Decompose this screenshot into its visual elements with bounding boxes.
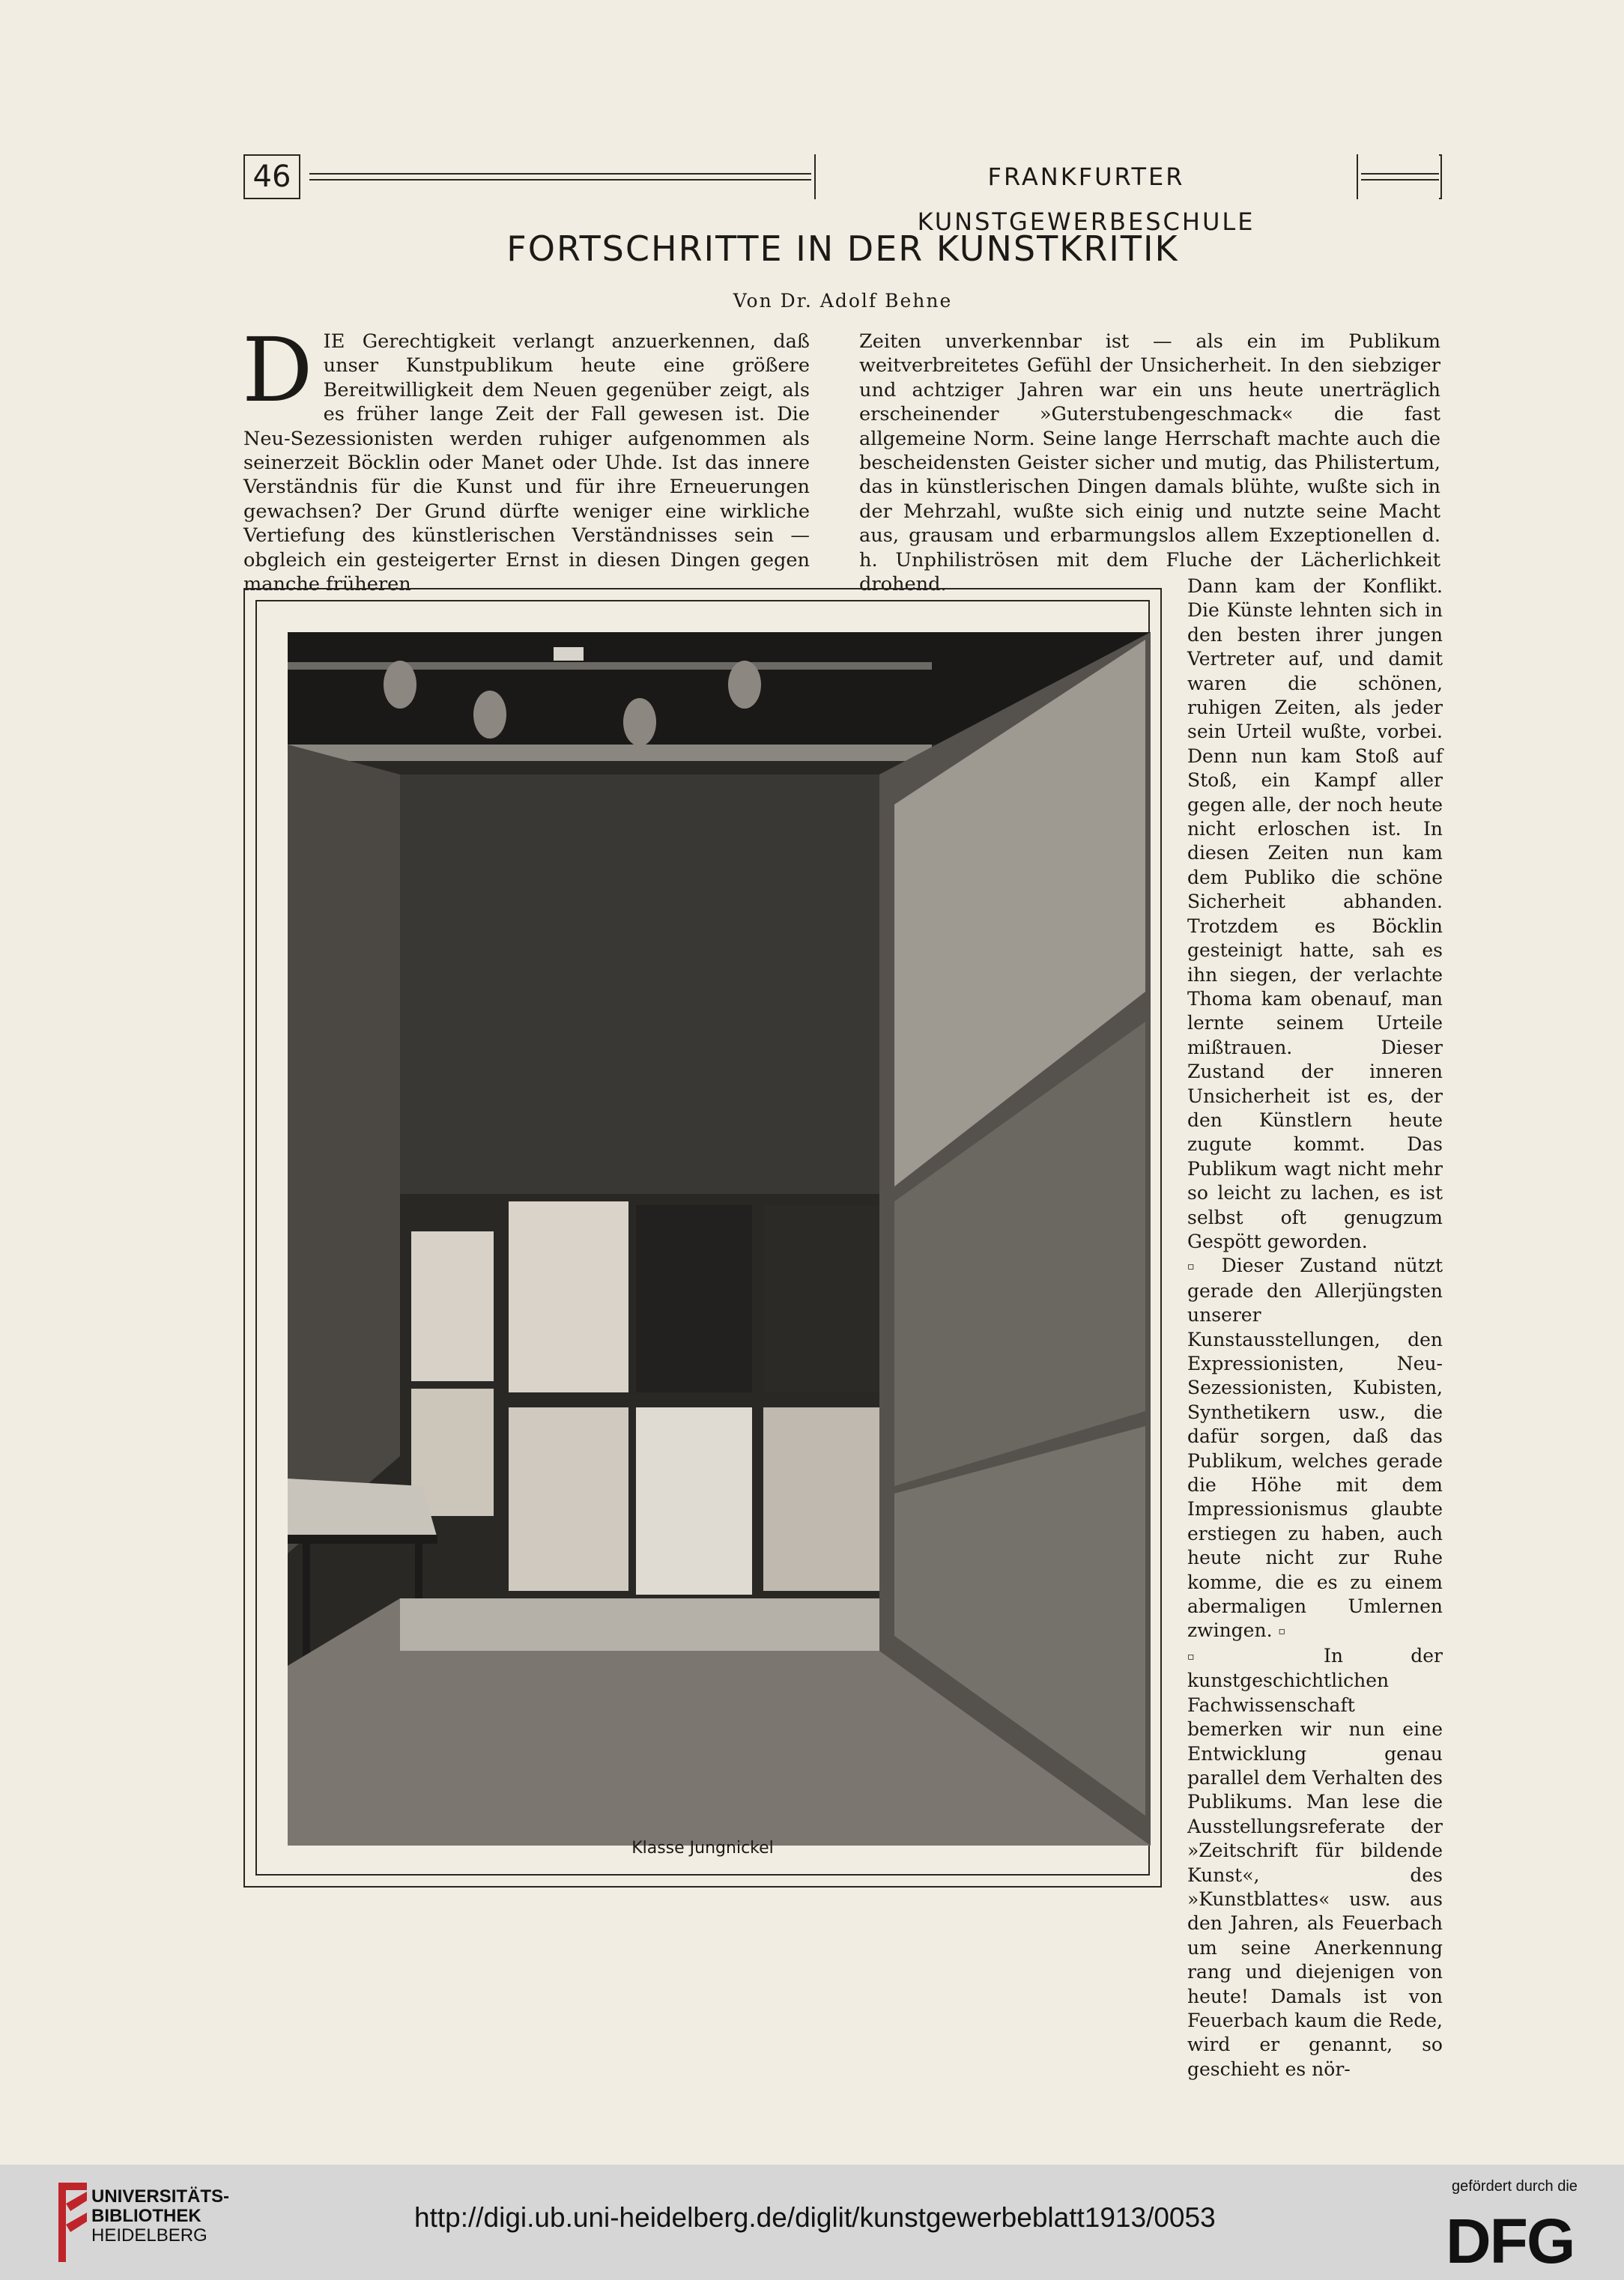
library-line-2: BIBLIOTHEK	[91, 2206, 202, 2226]
byline: Von Dr. Adolf Behne	[733, 290, 953, 312]
right-column-text: Zeiten unverkennbar ist — als ein im Publikum weitverbreitetes Gefühl der Unsicherheit. In den siebziger und achtziger Jahren war ein uns heute unerträglich erscheinender »Guterstubengeschmack« die fast allgemeine Norm. Seine lange Herrschaft machte auch die bescheidensten Geister sicher und mutig, das Philistertum, das in künstlerischen Dingen damals blühte, wußte sich in der Mehrzahl, wußte sich einig und nutzte seine Macht aus, grausam und erbarmungslos allem Exzeptionellen d. h. Unphiliströsen mit dem Fluche der Lächerlichkeit drohend.	[859, 330, 1440, 596]
figure-frame	[243, 588, 1162, 1888]
figure-inner-frame	[255, 600, 1150, 1876]
dfg-logo: DFG	[1446, 2206, 1575, 2276]
paragraph-marker: ▫	[1187, 1650, 1256, 1663]
header-end-bar	[1439, 154, 1442, 199]
left-column-text: IE Gerechtigkeit verlangt anzuerkennen, daß unser Kunstpublikum heute eine größere Bereitwilligkeit dem Neuen gegenüber zeigt, als es früher lange Zeit der Fall gewesen ist. Die Neu-Sezessionisten werden ruhiger aufgenommen als seinerzeit Böcklin oder Manet oder Uhde. Ist das innere Verständnis für die Kunst und für ihre Erneuerungen gewachsen? Der Grund dürfte weniger eine wirkliche Vertiefung des künstlerischen Verständnisses sein — obgleich ein gesteigerter Ernst in diesen Dingen gegen manche früheren	[243, 330, 810, 596]
header-rule-left	[309, 173, 811, 181]
paragraph-marker: ▫	[1187, 1261, 1205, 1273]
article-title: FORTSCHRITTE IN DER KUNSTKRITIK	[506, 228, 1179, 269]
library-line-1: UNIVERSITÄTS-	[91, 2186, 230, 2207]
paragraph-marker: ▫	[1278, 1625, 1285, 1638]
header-rule-right	[1361, 173, 1439, 181]
column-left	[242, 318, 810, 596]
exhibition-room-photo	[288, 632, 1151, 1846]
source-url-link[interactable]: http://digi.ub.uni-heidelberg.de/diglit/kunstgewerbeblatt1913/0053	[414, 2202, 1216, 2233]
figure-caption: Klasse Jungnickel	[631, 1839, 774, 1858]
column-right	[859, 330, 1440, 596]
page-number: 46	[252, 160, 291, 194]
narrow-paragraph-2: Dieser Zustand nützt gerade den Allerjüngsten unserer Kunstausstellungen, den Expressionisten, Neu-Sezessionisten, Kubisten, Synthetikern usw., die dafür sorgen, daß das Publikum, welches gerade die Höhe mit dem Impressionismus glaubte erstiegen zu haben, auch heute nicht zur Ruhe komme, die es zu einem abermaligen Umlernen zwingen.	[1187, 1255, 1443, 1642]
column-narrow	[1187, 574, 1443, 2082]
narrow-paragraph-3: In der kunstgeschichtlichen Fachwissenschaft bemerken wir nun eine Entwicklung genau parallel dem Verhalten des Publikums. Man lese die Ausstellungsreferate der »Zeitschrift für bildende Kunst«, des »Kunstblattes« usw. aus den Jahren, als Feuerbach um seine Anerkennung rang und diejenigen von heute! Damals ist von Feuerbach kaum die Rede, wird er genannt, so geschieht es nör-	[1187, 1644, 1443, 2080]
running-header	[243, 154, 1442, 236]
library-name	[91, 2187, 229, 2246]
running-title: FRANKFURTER KUNSTGEWERBESCHULE	[917, 163, 1255, 236]
funding-label: gefördert durch die	[1452, 2178, 1578, 2195]
library-line-3: HEIDELBERG	[91, 2225, 207, 2246]
drop-cap: D	[242, 318, 313, 422]
narrow-paragraph-1: Dann kam der Konflikt. Die Künste lehnten sich in den besten ihrer jungen Vertreter auf, und damit waren die schönen, ruhigen Zeiten, als jeder sein Urteil wußte, vorbei. Denn nun kam Stoß auf Stoß, ein Kampf aller gegen alle, der noch heute nicht erloschen ist. In diesen Zeiten nun kam dem Publiko die schöne Sicherheit abhanden. Trotzdem es Böcklin gesteinigt hatte, sah es ihn siegen, der verlachte Thoma kam obenauf, man lernte seinem Urteile mißtrauen. Dieser Zustand der inneren Unsicherheit ist es, der den Künstlern heute zugute kommt. Das Publikum wagt nicht mehr so leicht zu lachen, es ist selbst oft genugzum Gespött geworden.	[1187, 575, 1443, 1252]
